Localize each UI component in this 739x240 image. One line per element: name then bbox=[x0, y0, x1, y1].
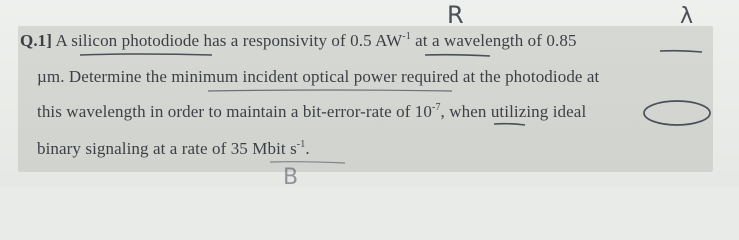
handwritten-lambda-label: λ bbox=[680, 4, 694, 29]
question-line-3 bbox=[37, 102, 586, 122]
line3-superscript: -7 bbox=[432, 102, 441, 113]
question-line-1 bbox=[20, 31, 577, 51]
line3-head: this wavelength in order to maintain a bit-error-rate of 10 bbox=[37, 102, 433, 121]
line1-tail: at a wavelength of 0.85 bbox=[410, 31, 577, 50]
line1-text: A silicon photodiode has a responsivity of 0.5 AW bbox=[52, 31, 403, 50]
line4-text: binary signaling at a rate of 35 Mbit s bbox=[37, 139, 297, 158]
handwritten-r-label: R bbox=[447, 1, 464, 29]
question-line-2 bbox=[37, 67, 599, 87]
line3-tail: , when utilizing ideal bbox=[440, 102, 587, 121]
line1-superscript: -1 bbox=[402, 31, 411, 42]
line4-superscript: -1 bbox=[296, 139, 306, 150]
question-number: Q.1] bbox=[20, 31, 53, 50]
line2-text: µm. Determine the minimum incident optical power required at the photodiode at bbox=[37, 67, 600, 86]
handwritten-b-label: B bbox=[283, 165, 299, 190]
question-line-4 bbox=[37, 139, 310, 159]
line4-tail: . bbox=[305, 139, 310, 158]
